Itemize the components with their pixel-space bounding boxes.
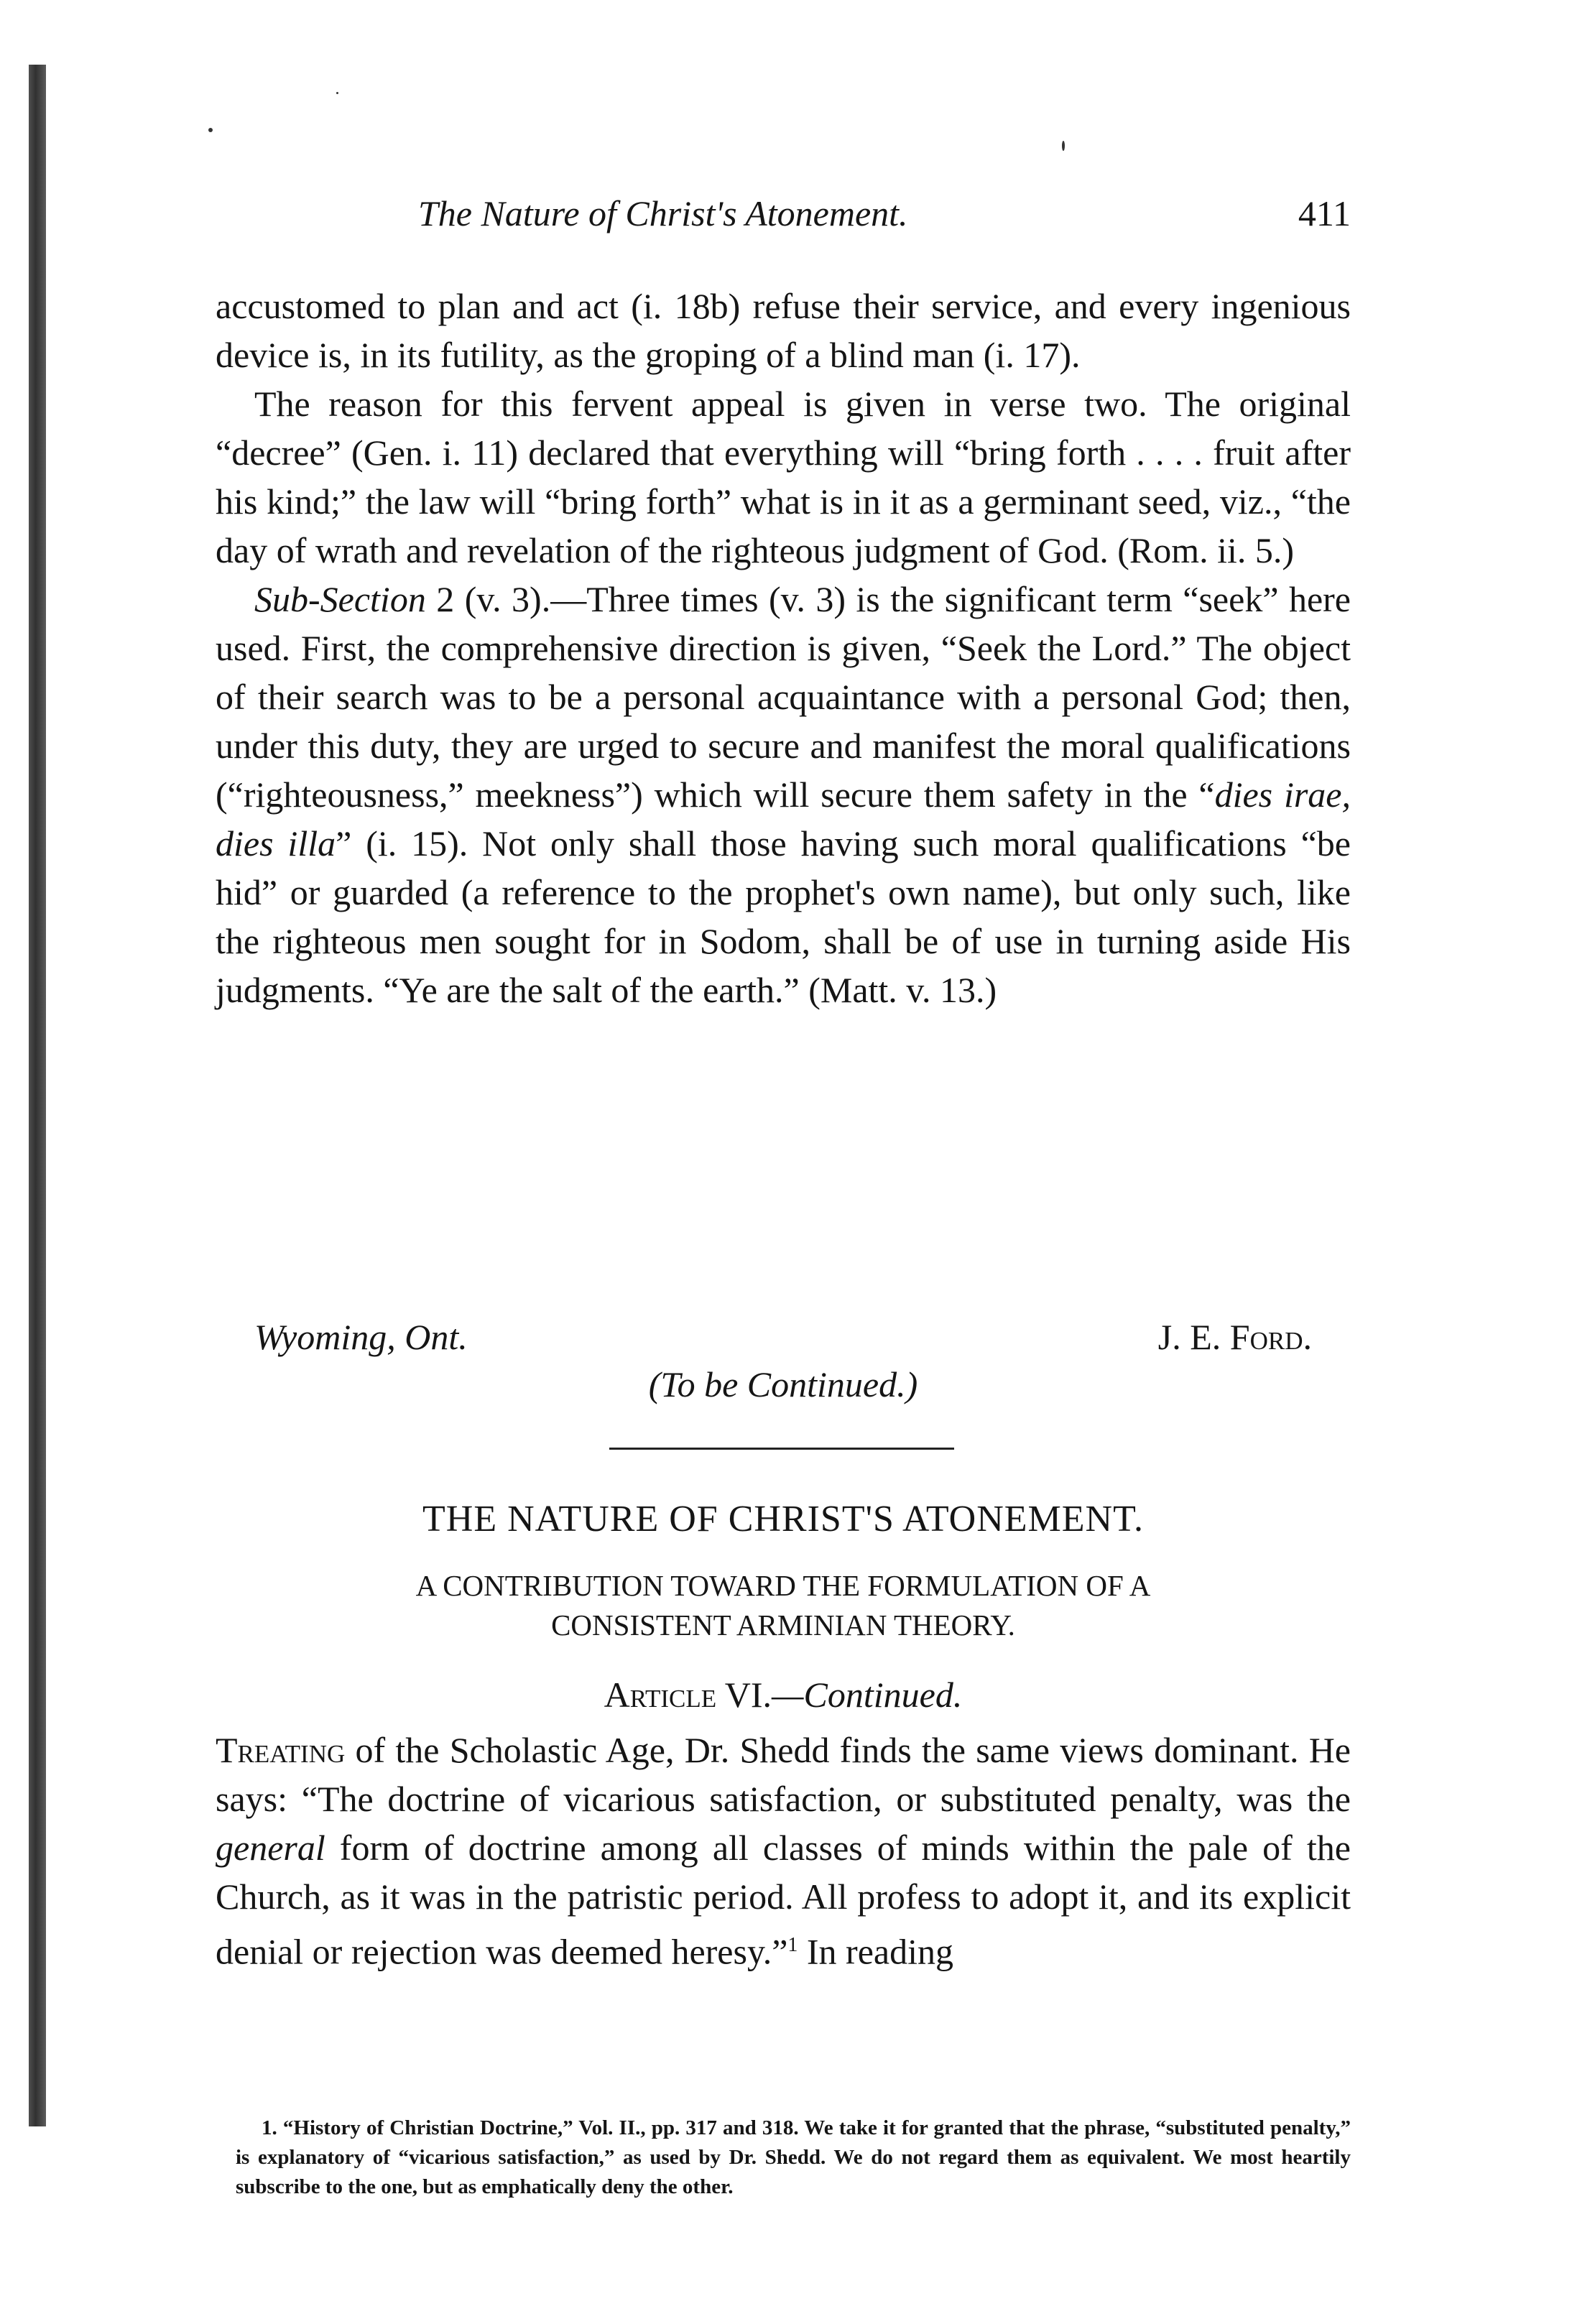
paragraph: The reason for this fervent appeal is given in verse two. The original “decree” (Gen. i. 11) declared that everything will “bring forth . . . . fruit after his kind;” the law will “bring forth” what is in it as a germinant seed, viz., “the day of wrath and revelation of the righteous judgment of God. (Rom. ii. 5.) — [216, 384, 1351, 570]
paragraph-text: of the Scholastic Age, Dr. Shedd finds the same views dominant. He says: “The doctrine of vicarious satisfaction, or substituted penalty, was the — [216, 1730, 1351, 1819]
article-title: THE NATURE OF CHRIST'S ATONEMENT. — [422, 1499, 1144, 1540]
section-divider — [609, 1448, 954, 1450]
paragraph-subsection — [216, 575, 1351, 1014]
footnote: 1. “History of Christian Doctrine,” Vol. II., pp. 317 and 318. We take it for granted that the phrase, “substituted penalty,” is explanatory of “vicarious satisfaction,” as used by Dr. Shedd. We do not regard them as equivalent. We most heartily subscribe to the one, but as emphatically deny the other. — [236, 2116, 1351, 2198]
running-title: The Nature of Christ's Atonement. — [418, 193, 908, 233]
article-subtitle — [273, 1566, 1293, 1645]
paragraph — [216, 1726, 1351, 1976]
continuation-text — [216, 282, 1351, 1014]
subtitle-line: CONSISTENT ARMINIAN THEORY. — [551, 1608, 1015, 1642]
paragraph-lead-word: Treating — [216, 1730, 346, 1770]
paragraph-text: ” (i. 15). Not only shall those having such moral qualifications “be hid” or guarded (a reference to the prophet's own name), but only such, like the righteous men sought for in Sodom, shall be of use in turning aside His judgments. “Ye are the salt of the earth.” (Matt. v. 13.) — [216, 823, 1351, 1010]
signature-place: Wyoming, Ont. — [254, 1317, 468, 1357]
paragraph-text: 2 (v. 3).—Three times (v. 3) is the significant term “seek” here used. First, the comprehensive direction is given, “Seek the Lord.” The object of their search was to be a personal acquaintance with a personal God; then, under this duty, they are urged to secure and manifest the moral qualifications (“righteousness,” meekness”) which will secure them safety in the “ — [216, 579, 1351, 815]
page-header — [216, 193, 1351, 243]
paragraph: accustomed to plan and act (i. 18b) refuse their service, and every ingenious device is, in its futility, as the groping of a blind man (i. 17). — [216, 286, 1351, 375]
page-number: 411 — [1298, 193, 1351, 233]
scan-speck — [208, 128, 213, 132]
latin-phrase: dies irae, dies illa — [216, 774, 1351, 864]
signature-author: J. E. Ford. — [1157, 1317, 1312, 1357]
scan-speck — [336, 92, 338, 94]
article-continued-label: —Continued. — [772, 1675, 963, 1715]
article-number-label: Article VI. — [604, 1675, 772, 1715]
footnote-ref: 1 — [787, 1934, 798, 1956]
subsection-label: Sub-Section — [254, 579, 426, 619]
paragraph-text: form of doctrine among all classes of minds within the pale of the Church, as it was in the patristic period. All profess to adopt it, and its explicit denial or rejection was deemed heresy.” — [216, 1828, 1351, 1972]
article-text — [216, 1726, 1351, 1976]
to-be-continued-note: (To be Continued.) — [648, 1364, 918, 1404]
emphasis: general — [216, 1828, 325, 1868]
signature — [254, 1316, 1312, 1366]
scan-speck — [1062, 141, 1065, 151]
scan-binding-edge — [29, 65, 46, 2126]
article-number — [216, 1674, 1351, 1716]
footnotes — [236, 2114, 1351, 2202]
paragraph-text: In reading — [798, 1931, 953, 1972]
subtitle-line: A CONTRIBUTION TOWARD THE FORMULATION OF A — [415, 1569, 1151, 1602]
